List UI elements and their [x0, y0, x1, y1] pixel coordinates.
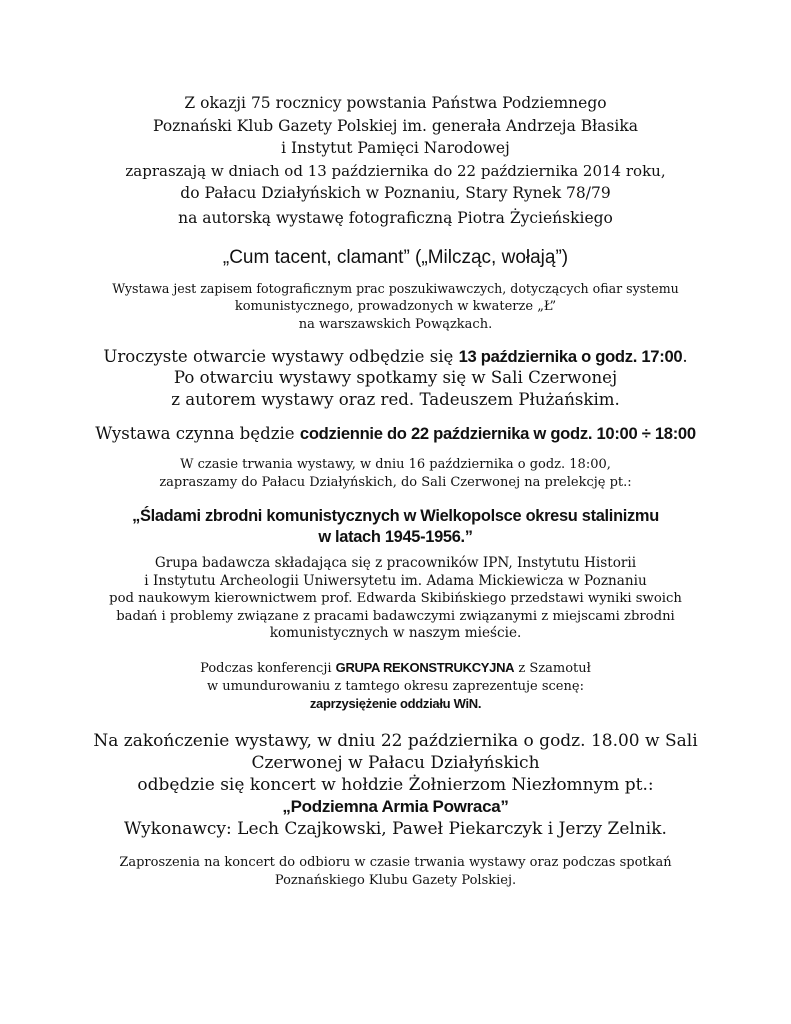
hours-line: Wystawa czynna będzie codziennie do 22 października w godz. 10:00 ÷ 18:00: [95, 424, 696, 443]
hours-bold: codziennie do 22 października w godz. 10:00 ÷ 18:00: [299, 424, 696, 443]
concert-performers: Wykonawcy: Lech Czajkowski, Paweł Piekarczyk i Jerzy Zelnik.: [124, 819, 667, 839]
research-line-1: Grupa badawcza składająca się z pracowników IPN, Instytutu Historii: [154, 555, 637, 571]
opening-line-2: Po otwarciu wystawy spotkamy się w Sali Czerwonej: [173, 368, 618, 388]
concert-line-3: odbędzie się koncert w hołdzie Żołnierzom Niezłomnym pt.:: [137, 775, 654, 795]
reenactment-line-3: zaprzysiężenie oddziału WiN.: [309, 696, 482, 711]
reenactment-line-1: Podczas konferencji GRUPA REKONSTRUKCYJNA z Szamotuł: [200, 660, 591, 676]
intro-line-5: do Pałacu Działyńskich w Poznaniu, Stary Rynek 78/79: [180, 184, 611, 203]
exhibition-desc-line-3: na warszawskich Powązkach.: [298, 317, 493, 332]
exhibition-desc-line-2: komunistycznego, prowadzonych w kwaterze „Ł”: [234, 299, 557, 314]
concert-line-1: Na zakończenie wystawy, w dniu 22 października o godz. 18.00 w Sali: [93, 731, 698, 751]
reenactment-group: GRUPA REKONSTRUKCYJNA: [335, 660, 515, 675]
lecture-line-1: W czasie trwania wystawy, w dniu 16 października o godz. 18:00,: [180, 457, 611, 472]
exhibition-desc-line-1: Wystawa jest zapisem fotograficznym prac poszukiwawczych, dotyczących ofiar systemu: [112, 281, 679, 296]
lecture-title-line-1: „Śladami zbrodni komunistycznych w Wielkopolsce okresu stalinizmu: [132, 507, 659, 525]
footer-line-2: Poznańskiego Klubu Gazety Polskiej.: [274, 873, 517, 888]
concert-title: „Podziemna Armia Powraca”: [282, 797, 509, 816]
research-line-3: pod naukowym kierownictwem prof. Edwarda Skibińskiego przedstawi wyniki swoich: [109, 591, 682, 606]
research-line-2: i Instytutu Archeologii Uniwersytetu im. Adama Mickiewicza w Poznaniu: [144, 572, 647, 589]
opening-block: [0, 346, 791, 410]
lecture-intro: [0, 456, 791, 492]
research-line-5: komunistycznych w naszym mieście.: [269, 625, 522, 641]
intro-line-1: Z okazji 75 rocznicy powstania Państwa Podziemnego: [184, 94, 607, 112]
exhibition-description: [0, 280, 791, 334]
exhibition-invite: na autorską wystawę fotograficzną Piotra Życieńskiego: [178, 209, 613, 227]
opening-line-1: Uroczyste otwarcie wystawy odbędzie się 13 października o godz. 17:00.: [103, 347, 688, 366]
opening-date: 13 października o godz. 17:00: [458, 347, 683, 366]
lecture-line-2: zapraszamy do Pałacu Działyńskich, do Sali Czerwonej na prelekcję pt.:: [159, 475, 632, 490]
opening-line-3: z autorem wystawy oraz red. Tadeuszem Płużańskim.: [171, 389, 620, 409]
research-block: [0, 555, 791, 643]
exhibition-title: „Cum tacent, clamant” („Milcząc, wołają”): [222, 247, 569, 268]
reenactment-line-2: w umundurowaniu z tamtego okresu zaprezentuje scenę:: [207, 678, 584, 694]
lecture-title-line-2: w latach 1945-1956.”: [318, 528, 473, 546]
footer-line-1: Zaproszenia na koncert do odbioru w czasie trwania wystawy oraz podczas spotkań: [119, 855, 672, 870]
intro-block: [0, 92, 791, 205]
intro-line-3: i Instytut Pamięci Narodowej: [281, 139, 510, 158]
concert-line-2: Czerwonej w Pałacu Działyńskich: [251, 753, 540, 773]
intro-line-4: zapraszają w dniach od 13 października do 22 października 2014 roku,: [125, 161, 666, 180]
intro-line-2: Poznański Klub Gazety Polskiej im. generała Andrzeja Błasika: [153, 116, 638, 135]
concert-block: [0, 730, 791, 840]
reenactment-block: [0, 659, 791, 714]
research-line-4: badań i problemy związane z pracami badawczymi związanymi z miejscami zbrodni: [116, 608, 675, 624]
footer-block: [0, 854, 791, 890]
lecture-title: [0, 506, 791, 548]
